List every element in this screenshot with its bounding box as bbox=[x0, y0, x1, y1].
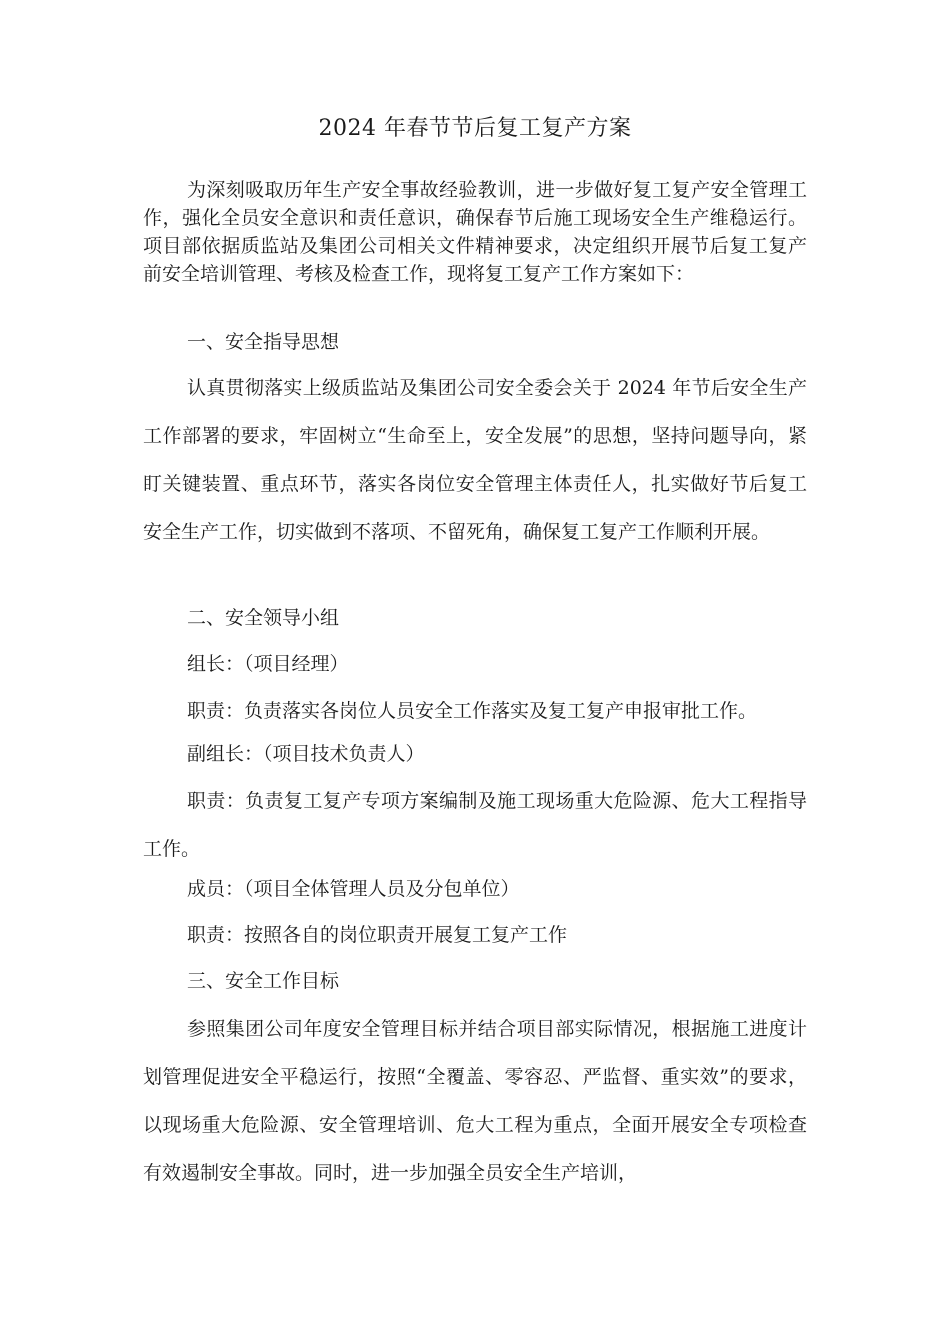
members-duty-line: 职责：按照各自的岗位职责开展复工复产工作 bbox=[187, 924, 568, 946]
section2-heading: 二、安全领导小组 bbox=[187, 607, 340, 629]
leader-line: 组长：（项目经理） bbox=[187, 653, 349, 675]
leader-duty-line: 职责：负责落实各岗位人员安全工作落实及复工复产申报审批工作。 bbox=[187, 700, 758, 722]
deputy-duty-paragraph: 职责：负责复工复产专项方案编制及施工现场重大危险源、危大工程指导工作。 bbox=[143, 790, 807, 860]
document-title: 2024 年春节节后复工复产方案 bbox=[318, 116, 632, 141]
section1-body: 认真贯彻落实上级质监站及集团公司安全委会关于 2024 年节后安全生产工作部署的要求，牢固树立“生命至上，安全发展”的思想，坚持问题导向，紧盯关键装置、重点环节，落实各岗位安全管理主体责任人，扎实做好节后复工安全生产工作，切实做到不落项、不留死角，确保复工复产工作顺利开展。 bbox=[143, 377, 807, 543]
deputy-line: 副组长：（项目技术负责人） bbox=[187, 743, 425, 765]
section3-heading: 三、安全工作目标 bbox=[187, 970, 340, 992]
section1-heading: 一、安全指导思想 bbox=[187, 331, 340, 353]
members-line: 成员：（项目全体管理人员及分包单位） bbox=[187, 878, 520, 900]
intro-paragraph: 为深刻吸取历年生产安全事故经验教训，进一步做好复工复产安全管理工作，强化全员安全意识和责任意识，确保春节后施工现场安全生产维稳运行。项目部依据质监站及集团公司相关文件精神要求，决定组织开展节后复工复产前安全培训管理、考核及检查工作，现将复工复产工作方案如下： bbox=[143, 179, 807, 285]
section3-body: 参照集团公司年度安全管理目标并结合项目部实际情况，根据施工进度计划管理促进安全平稳运行，按照“全覆盖、零容忍、严监督、重实效”的要求，以现场重大危险源、安全管理培训、危大工程为重点，全面开展安全专项检查有效遏制安全事故。同时，进一步加强全员安全生产培训， bbox=[143, 1018, 807, 1184]
